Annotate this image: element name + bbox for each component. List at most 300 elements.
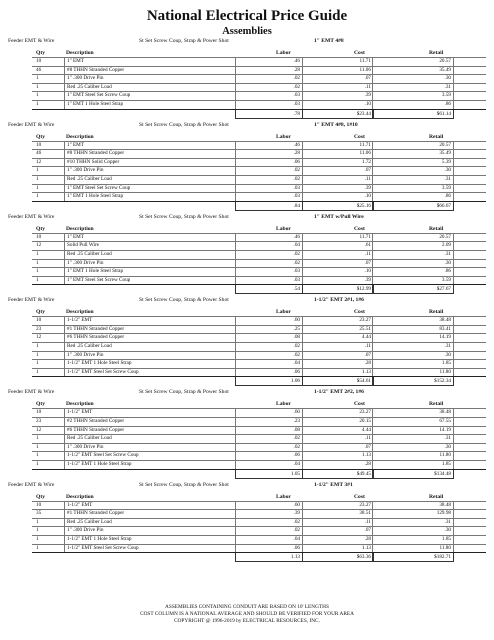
cell-labor: .46 (235, 234, 302, 242)
cell-qty: 35 (36, 510, 42, 517)
table-row (32, 544, 486, 553)
col-header-cost: Cost (354, 493, 365, 500)
cell-labor: .02 (235, 343, 302, 351)
cell-description: 1-1/2" EMT Steel Set Screw Coup (64, 545, 237, 553)
cell-retail: 3.59 (372, 277, 454, 285)
table-row (32, 417, 486, 426)
cell-cost: .39 (302, 277, 373, 285)
cell-cost: 23.27 (302, 502, 373, 510)
cell-cost: 23.27 (302, 317, 373, 325)
cell-qty: 1 (36, 193, 39, 200)
cell-description: 1-1/2" EMT (64, 409, 237, 417)
cell-qty: 1 (36, 250, 39, 257)
col-header-description: Description (66, 401, 94, 408)
cell-description: 1" EMT Steel Set Screw Coup (64, 92, 237, 100)
cell-retail: .30 (372, 167, 454, 175)
total-retail: $66.67 (372, 202, 454, 211)
cell-qty: 12 (36, 242, 42, 249)
cell-cost: 38.51 (302, 510, 373, 518)
total-row (32, 201, 486, 210)
cell-cost: 4.44 (302, 334, 373, 342)
cell-labor: .03 (235, 193, 302, 201)
cell-cost: 25.51 (302, 326, 373, 334)
cell-retail: .86 (372, 268, 454, 276)
cell-description: 1-1/2" EMT (64, 502, 237, 510)
cell-description: 1" .300 Drive Pin (64, 75, 237, 83)
section-description: St Set Screw Coup, Strap & Power Shot (139, 121, 229, 128)
section-code: 1" EMT w/Pull Wire (314, 213, 364, 220)
cell-labor: .04 (235, 242, 302, 250)
cell-retail: 35.49 (372, 67, 454, 75)
total-labor: 1.05 (235, 470, 303, 479)
col-header-description: Description (66, 493, 94, 500)
cell-description: #8 THHN Stranded Copper (64, 150, 237, 158)
cell-labor: .02 (235, 260, 302, 268)
cell-retail: 20.57 (372, 142, 454, 150)
cell-labor: .02 (235, 352, 302, 360)
cell-labor: .02 (235, 251, 302, 259)
cell-retail: .30 (372, 352, 454, 360)
section-code: 1-1/2" EMT 2#1, 1#6 (314, 297, 364, 304)
cell-qty: 1 (36, 360, 39, 367)
col-header-retail: Retail (429, 493, 444, 500)
page-subtitle: Assemblies (222, 26, 272, 37)
cell-qty: 1 (36, 276, 39, 283)
cell-description: Red .25 Caliber Load (64, 435, 237, 443)
cell-labor: .02 (235, 527, 302, 535)
col-header-qty: Qty (36, 50, 46, 56)
table-row (32, 351, 486, 360)
cell-labor: .02 (235, 167, 302, 175)
section-description: St Set Screw Coup, Strap & Power Shot (139, 38, 229, 44)
cell-qty: 1 (36, 518, 39, 525)
cell-cost: .07 (302, 444, 373, 452)
cell-description: #6 THHN Stranded Copper (64, 334, 237, 342)
cell-cost: 1.13 (302, 369, 373, 377)
cell-qty: 1 (36, 368, 39, 375)
cell-cost: .07 (302, 352, 373, 360)
cell-retail: 35.49 (372, 150, 454, 158)
table-row (32, 501, 486, 510)
total-cost: $49.45 (302, 470, 374, 479)
total-retail: $182.71 (372, 553, 454, 562)
section-code: 1" EMT 4#8, 1#10 (314, 121, 358, 128)
cell-description: 1-1/2" EMT Steel Set Screw Coup (64, 369, 237, 377)
cell-description: 1" EMT 1 Hole Steel Strap (64, 268, 237, 276)
section-code: 1-1/2" EMT 3#1 (314, 481, 353, 488)
total-retail: $61.14 (372, 110, 454, 119)
total-cost: $54.61 (302, 377, 374, 386)
cell-qty: 10 (36, 501, 42, 508)
table-row (32, 267, 486, 276)
section-category: Feeder EMT & Wire (8, 389, 55, 396)
cell-cost: 11.71 (302, 58, 373, 66)
col-header-description: Description (66, 50, 94, 56)
col-header-retail: Retail (429, 133, 444, 140)
cell-retail: .86 (372, 193, 454, 201)
cell-labor: .02 (235, 75, 302, 83)
table-row (32, 535, 486, 544)
section-header (0, 480, 494, 491)
cell-retail: 83.41 (372, 326, 454, 334)
column-header-row (32, 306, 486, 316)
cell-labor: .03 (235, 92, 302, 100)
cell-labor: .04 (235, 360, 302, 368)
col-header-cost: Cost (354, 50, 365, 56)
cell-qty: 1 (36, 544, 39, 551)
cell-labor: .25 (235, 326, 302, 334)
cell-qty: 1 (36, 535, 39, 542)
cell-cost: .28 (302, 536, 373, 544)
cell-retail: .31 (372, 176, 454, 184)
cell-qty: 10 (36, 409, 42, 416)
cell-cost: 11.71 (302, 142, 373, 150)
cell-retail: 11.80 (372, 452, 454, 460)
cell-cost: .10 (302, 268, 373, 276)
cell-cost: 1.13 (302, 452, 373, 460)
total-row (32, 109, 486, 118)
cell-qty: 10 (36, 317, 42, 324)
section-header (0, 36, 494, 47)
total-cost: $25.16 (302, 202, 374, 211)
col-header-retail: Retail (429, 309, 444, 316)
cell-description: #6 THHN Stranded Copper (64, 427, 237, 435)
cell-cost: .11 (302, 176, 373, 184)
cell-cost: .11 (302, 84, 373, 92)
cell-labor: .46 (235, 58, 302, 66)
cell-retail: .31 (372, 84, 454, 92)
assembly-table (32, 223, 486, 294)
cell-labor: .60 (235, 317, 302, 325)
cell-retail: 5.39 (372, 159, 454, 167)
total-labor: .54 (235, 285, 303, 294)
section-header (0, 387, 494, 398)
footer-line-2: COST COLUMN IS A NATIONAL AVERAGE AND SHOULD BE VERIFIED FOR YOUR AREA (140, 611, 354, 617)
cell-qty: 10 (36, 58, 42, 64)
cell-labor: .39 (235, 510, 302, 518)
footer-line-3: COPYRIGHT @ 1996-2019 by ELECTRICAL RESOURCES, INC. (174, 618, 320, 624)
cell-retail: .30 (372, 75, 454, 83)
cell-retail: 2.09 (372, 242, 454, 250)
cell-retail: 38.48 (372, 409, 454, 417)
cell-description: 1" EMT Steel Set Screw Coup (64, 185, 237, 193)
cell-qty: 1 (36, 443, 39, 450)
cell-cost: .11 (302, 435, 373, 443)
section-description: St Set Screw Coup, Strap & Power Shot (139, 481, 229, 488)
cell-description: 1-1/2" EMT (64, 317, 237, 325)
cell-cost: 20.15 (302, 418, 373, 426)
cell-qty: 46 (36, 66, 42, 73)
cell-description: #2 THHN Stranded Copper (64, 418, 237, 426)
cell-description: 1" .300 Drive Pin (64, 444, 237, 452)
cell-labor: .03 (235, 277, 302, 285)
cell-qty: 1 (36, 83, 39, 90)
cell-labor: .06 (235, 369, 302, 377)
cell-labor: .06 (235, 159, 302, 167)
cell-labor: .28 (235, 150, 302, 158)
table-row (32, 192, 486, 201)
section-description: St Set Screw Coup, Strap & Power Shot (139, 297, 229, 304)
total-row (32, 284, 486, 293)
total-labor: 1.13 (235, 553, 303, 562)
cell-description: 1" EMT (64, 142, 237, 150)
cell-cost: .07 (302, 167, 373, 175)
page-title: National Electrical Price Guide (146, 8, 348, 24)
table-row (32, 158, 486, 167)
col-header-description: Description (66, 309, 94, 316)
table-row (32, 509, 486, 518)
cell-qty: 1 (36, 452, 39, 459)
col-header-description: Description (66, 133, 94, 140)
section-category: Feeder EMT & Wire (8, 213, 55, 220)
cell-labor: .23 (235, 418, 302, 426)
table-row (32, 233, 486, 242)
cell-retail: 20.57 (372, 234, 454, 242)
cell-qty: 1 (36, 167, 39, 174)
table-row (32, 184, 486, 193)
column-header-row (32, 491, 486, 501)
total-row (32, 469, 486, 478)
cell-retail: 129.98 (372, 510, 454, 518)
column-header-row (32, 131, 486, 141)
cell-description: 1-1/2" EMT Steel Set Screw Coup (64, 452, 237, 460)
col-header-qty: Qty (36, 225, 46, 232)
cell-cost: .39 (302, 92, 373, 100)
cell-qty: 10 (36, 141, 42, 148)
section-header (0, 295, 494, 306)
col-header-labor: Labor (276, 50, 291, 56)
cell-retail: .31 (372, 519, 454, 527)
cell-cost: .11 (302, 251, 373, 259)
table-row (32, 359, 486, 368)
table-row (32, 276, 486, 285)
cell-retail: .31 (372, 435, 454, 443)
table-row (32, 149, 486, 158)
cell-retail: 1.85 (372, 360, 454, 368)
table-row (32, 100, 486, 109)
cell-description: 1" EMT (64, 234, 237, 242)
assembly-table (32, 398, 486, 477)
cell-labor: .03 (235, 268, 302, 276)
total-labor: .84 (235, 202, 303, 211)
cell-description: 1-1/2" EMT 1 Hole Steel Strap (64, 360, 237, 368)
cell-cost: .39 (302, 185, 373, 193)
cell-cost: .11 (302, 343, 373, 351)
cell-qty: 1 (36, 75, 39, 82)
cell-description: 1" .300 Drive Pin (64, 527, 237, 535)
col-header-labor: Labor (276, 309, 291, 316)
cell-qty: 1 (36, 343, 39, 350)
cell-cost: 23.27 (302, 409, 373, 417)
col-header-retail: Retail (429, 225, 444, 232)
cell-cost: 11.06 (302, 67, 373, 75)
cell-retail: 1.85 (372, 461, 454, 469)
total-cost: $23.44 (302, 110, 374, 119)
col-header-description: Description (66, 225, 94, 232)
cell-description: #8 THHN Stranded Copper (64, 67, 237, 75)
table-row (32, 426, 486, 435)
table-row (32, 451, 486, 460)
col-header-retail: Retail (429, 401, 444, 408)
table-row (32, 316, 486, 325)
table-row (32, 259, 486, 268)
col-header-labor: Labor (276, 133, 291, 140)
cell-description: Red .25 Caliber Load (64, 251, 237, 259)
table-row (32, 434, 486, 443)
total-retail: $27.67 (372, 285, 454, 294)
col-header-qty: Qty (36, 133, 46, 140)
column-header-row (32, 223, 486, 233)
cell-description: #10 THHN Solid Copper (64, 159, 237, 167)
cell-qty: 23 (36, 325, 42, 332)
cell-qty: 12 (36, 334, 42, 341)
cell-cost: 1.13 (302, 545, 373, 553)
cell-qty: 46 (36, 150, 42, 157)
table-row (32, 74, 486, 83)
cell-retail: .30 (372, 527, 454, 535)
table-row (32, 250, 486, 259)
col-header-labor: Labor (276, 493, 291, 500)
cell-qty: 1 (36, 435, 39, 442)
col-header-qty: Qty (36, 309, 46, 316)
col-header-retail: Retail (429, 50, 444, 56)
cell-description: Red .25 Caliber Load (64, 84, 237, 92)
assembly-table (32, 131, 486, 210)
cell-cost: .10 (302, 193, 373, 201)
cell-qty: 12 (36, 158, 42, 165)
cell-retail: .30 (372, 260, 454, 268)
cell-cost: 11.71 (302, 234, 373, 242)
assembly-table (32, 491, 486, 562)
cell-retail: .86 (372, 101, 454, 109)
total-cost: $12.99 (302, 285, 374, 294)
cell-qty: 10 (36, 233, 42, 240)
cell-labor: .02 (235, 519, 302, 527)
cell-cost: .07 (302, 527, 373, 535)
cell-description: 1" .300 Drive Pin (64, 167, 237, 175)
col-header-cost: Cost (354, 401, 365, 408)
cell-labor: .08 (235, 334, 302, 342)
cell-retail: 38.48 (372, 317, 454, 325)
cell-cost: .07 (302, 75, 373, 83)
cell-labor: .08 (235, 427, 302, 435)
cell-retail: .30 (372, 444, 454, 452)
total-labor: 1.06 (235, 377, 303, 386)
cell-description: 1-1/2" EMT 1 Hole Steel Strap (64, 536, 237, 544)
cell-retail: 11.80 (372, 369, 454, 377)
section-description: St Set Screw Coup, Strap & Power Shot (139, 389, 229, 396)
cell-qty: 1 (36, 268, 39, 275)
table-row (32, 333, 486, 342)
cell-labor: .02 (235, 444, 302, 452)
cell-retail: 38.48 (372, 502, 454, 510)
cell-labor: .04 (235, 536, 302, 544)
cell-qty: 23 (36, 418, 42, 425)
cell-retail: .31 (372, 251, 454, 259)
col-header-qty: Qty (36, 401, 46, 408)
table-row (32, 325, 486, 334)
cell-labor: .46 (235, 142, 302, 150)
cell-qty: 1 (36, 259, 39, 266)
table-row (32, 57, 486, 66)
cell-cost: .61 (302, 242, 373, 250)
table-row (32, 141, 486, 150)
section-category: Feeder EMT & Wire (8, 38, 55, 44)
column-header-row (32, 398, 486, 408)
section-category: Feeder EMT & Wire (8, 297, 55, 304)
cell-qty: 1 (36, 175, 39, 182)
section-header (0, 120, 494, 131)
page-footer (0, 604, 494, 625)
cell-description: 1" EMT 1 Hole Steel Strap (64, 101, 237, 109)
cell-labor: .04 (235, 461, 302, 469)
cell-labor: .06 (235, 452, 302, 460)
cell-cost: .28 (302, 360, 373, 368)
cell-retail: 67.55 (372, 418, 454, 426)
table-row (32, 91, 486, 100)
column-header-row (32, 47, 486, 57)
cell-qty: 1 (36, 184, 39, 191)
cell-qty: 1 (36, 351, 39, 358)
total-cost: $63.36 (302, 553, 374, 562)
cell-description: #1 THHN Stranded Copper (64, 510, 237, 518)
cell-retail: 3.59 (372, 185, 454, 193)
cell-labor: .06 (235, 545, 302, 553)
cell-retail: 20.57 (372, 58, 454, 66)
assembly-table (32, 47, 486, 118)
cell-retail: 11.80 (372, 545, 454, 553)
cell-description: Solid Pull Wire (64, 242, 237, 250)
total-row (32, 376, 486, 385)
table-row (32, 518, 486, 527)
cell-description: 1-1/2" EMT 1 Hole Steel Strap (64, 461, 237, 469)
cell-description: 1" EMT Steel Set Screw Coup (64, 277, 237, 285)
section-category: Feeder EMT & Wire (8, 121, 55, 128)
cell-cost: .11 (302, 519, 373, 527)
table-row (32, 83, 486, 92)
assembly-table (32, 306, 486, 385)
cell-labor: .60 (235, 502, 302, 510)
cell-cost: .10 (302, 101, 373, 109)
cell-labor: .02 (235, 435, 302, 443)
cell-description: Red .25 Caliber Load (64, 176, 237, 184)
col-header-cost: Cost (354, 225, 365, 232)
cell-labor: .03 (235, 185, 302, 193)
cell-retail: 14.19 (372, 427, 454, 435)
col-header-qty: Qty (36, 493, 46, 500)
table-row (32, 342, 486, 351)
cell-description: Red .25 Caliber Load (64, 343, 237, 351)
cell-description: 1" .300 Drive Pin (64, 260, 237, 268)
cell-cost: 1.72 (302, 159, 373, 167)
cell-labor: .28 (235, 67, 302, 75)
section-description: St Set Screw Coup, Strap & Power Shot (139, 213, 229, 220)
table-row (32, 460, 486, 469)
col-header-cost: Cost (354, 309, 365, 316)
total-retail: $134.48 (372, 470, 454, 479)
table-row (32, 368, 486, 377)
cell-description: 1" EMT 1 Hole Steel Strap (64, 193, 237, 201)
cell-retail: 14.19 (372, 334, 454, 342)
cell-retail: .31 (372, 343, 454, 351)
table-row (32, 408, 486, 417)
section-code: 1" EMT 4#8 (314, 38, 344, 44)
cell-labor: .02 (235, 84, 302, 92)
section-header (0, 212, 494, 223)
cell-qty: 1 (36, 92, 39, 99)
table-row (32, 166, 486, 175)
table-row (32, 175, 486, 184)
